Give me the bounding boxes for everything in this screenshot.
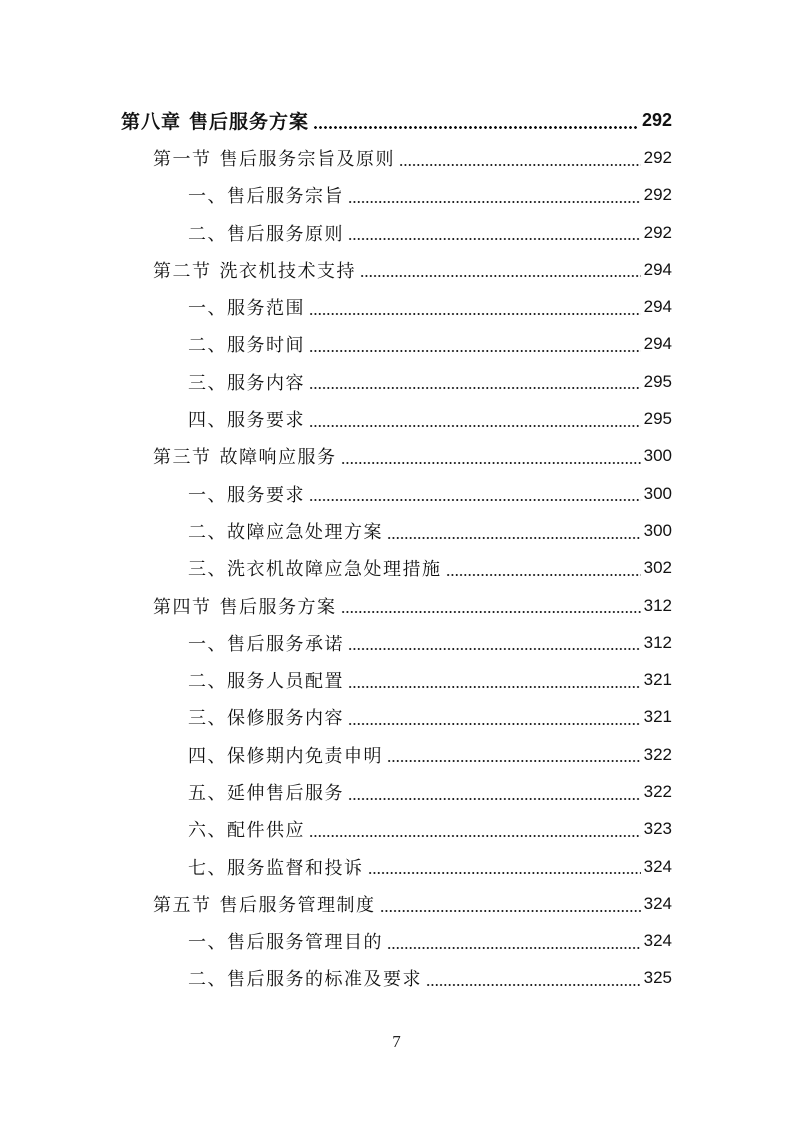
toc-dot-leader — [348, 773, 641, 810]
toc-entry-label: 六、 — [188, 820, 227, 842]
toc-entry-page-number: 300 — [643, 446, 672, 466]
toc-entry-title — [188, 928, 383, 954]
toc-entry-text: 保修服务内容 — [227, 708, 344, 730]
toc-entry-label: 一、 — [188, 484, 227, 506]
toc-entry-title — [153, 443, 337, 469]
toc-entry-page-number: 292 — [643, 222, 672, 242]
toc-subsection-entry[interactable] — [0, 363, 793, 400]
toc-subsection-entry[interactable] — [0, 475, 793, 512]
toc-dot-leader — [341, 587, 641, 624]
toc-entry-title — [188, 555, 442, 581]
toc-subsection-entry[interactable] — [0, 512, 793, 549]
toc-entry-title — [153, 257, 356, 283]
toc-entry-text: 配件供应 — [227, 820, 305, 842]
toc-entry-title — [188, 630, 344, 656]
toc-dot-leader — [309, 475, 641, 512]
toc-entry-page-number: 312 — [643, 595, 672, 615]
toc-entry-title — [188, 965, 422, 991]
toc-entry-label: 五、 — [188, 782, 227, 804]
toc-section-entry[interactable] — [0, 438, 793, 475]
toc-dot-leader — [309, 363, 641, 400]
toc-entry-page-number: 324 — [643, 856, 672, 876]
toc-entry-page-number: 322 — [643, 744, 672, 764]
toc-entry-label: 第二节 — [153, 260, 212, 282]
toc-subsection-entry[interactable] — [0, 736, 793, 773]
toc-dot-leader — [399, 139, 641, 176]
toc-entry-page-number: 294 — [643, 259, 672, 279]
toc-dot-leader — [341, 438, 641, 475]
toc-entry-page-number: 294 — [643, 334, 672, 354]
toc-dot-leader — [380, 885, 641, 922]
toc-entry-label: 第四节 — [153, 596, 212, 618]
toc-dot-leader — [348, 214, 641, 251]
toc-entry-title — [188, 518, 383, 544]
toc-subsection-entry[interactable] — [0, 550, 793, 587]
toc-entry-text: 服务范围 — [227, 298, 305, 320]
toc-subsection-entry[interactable] — [0, 923, 793, 960]
toc-dot-leader — [387, 512, 641, 549]
toc-dot-leader — [360, 251, 641, 288]
toc-entry-text: 保修期内免责申明 — [227, 745, 383, 767]
toc-entry-title — [188, 742, 383, 768]
toc-dot-leader — [387, 923, 641, 960]
toc-entry-label: 第三节 — [153, 447, 212, 469]
toc-entry-page-number: 324 — [643, 931, 672, 951]
toc-entry-label: 第五节 — [153, 894, 212, 916]
toc-entry-title — [188, 704, 344, 730]
toc-entry-title — [121, 107, 309, 134]
toc-entry-label: 一、 — [188, 298, 227, 320]
toc-entry-text: 售后服务管理目的 — [227, 932, 383, 954]
toc-entry-page-number: 292 — [643, 147, 672, 167]
toc-entry-page-number: 300 — [643, 520, 672, 540]
toc-dot-leader — [313, 102, 639, 139]
toc-subsection-entry[interactable] — [0, 400, 793, 437]
toc-entry-page-number: 292 — [641, 110, 672, 131]
toc-entry-title — [153, 145, 395, 171]
toc-dot-leader — [348, 177, 641, 214]
toc-entry-text: 售后服务承诺 — [227, 633, 344, 655]
toc-section-entry[interactable] — [0, 885, 793, 922]
toc-entry-text: 售后服务的标准及要求 — [227, 969, 422, 991]
toc-entry-label: 二、 — [188, 335, 227, 357]
toc-entry-page-number: 302 — [643, 558, 672, 578]
toc-entry-label: 二、 — [188, 671, 227, 693]
toc-entry-label: 四、 — [188, 745, 227, 767]
toc-entry-text: 售后服务管理制度 — [219, 894, 376, 916]
toc-entry-page-number: 325 — [643, 968, 672, 988]
toc-entry-text: 售后服务方案 — [189, 111, 310, 134]
toc-entry-page-number: 300 — [643, 483, 672, 503]
toc-entry-page-number: 292 — [643, 185, 672, 205]
toc-entry-text: 售后服务宗旨 — [227, 186, 344, 208]
toc-entry-text: 服务时间 — [227, 335, 305, 357]
toc-entry-text: 售后服务宗旨及原则 — [219, 148, 395, 170]
toc-entry-title — [188, 854, 364, 880]
toc-subsection-entry[interactable] — [0, 960, 793, 997]
toc-entry-page-number: 321 — [643, 670, 672, 690]
toc-dot-leader — [368, 848, 641, 885]
toc-dot-leader — [348, 699, 641, 736]
toc-entry-text: 售后服务方案 — [219, 596, 337, 618]
toc-entry-page-number: 323 — [643, 819, 672, 839]
toc-entry-label: 三、 — [188, 372, 227, 394]
toc-subsection-entry[interactable] — [0, 177, 793, 214]
toc-entry-title — [188, 331, 305, 357]
toc-entry-title — [188, 182, 344, 208]
toc-entry-text: 服务人员配置 — [227, 671, 344, 693]
toc-entry-label: 三、 — [188, 708, 227, 730]
toc-subsection-entry[interactable] — [0, 288, 793, 325]
toc-entry-page-number: 295 — [643, 371, 672, 391]
toc-entry-label: 三、 — [188, 559, 227, 581]
toc-entry-text: 服务要求 — [227, 410, 305, 432]
toc-section-entry[interactable] — [0, 251, 793, 288]
toc-dot-leader — [387, 736, 641, 773]
toc-entry-title — [153, 593, 337, 619]
toc-entry-title — [188, 294, 305, 320]
toc-dot-leader — [309, 326, 641, 363]
toc-entry-page-number: 312 — [643, 632, 672, 652]
toc-entry-text: 服务要求 — [227, 484, 305, 506]
toc-entry-label: 第一节 — [153, 148, 212, 170]
toc-entry-page-number: 294 — [643, 297, 672, 317]
toc-entry-page-number: 324 — [643, 893, 672, 913]
toc-entry-title — [188, 667, 344, 693]
toc-entry-title — [188, 369, 305, 395]
toc-entry-title — [188, 779, 344, 805]
toc-subsection-entry[interactable] — [0, 624, 793, 661]
toc-entry-label: 一、 — [188, 633, 227, 655]
toc-entry-page-number: 322 — [643, 781, 672, 801]
toc-entry-title — [188, 220, 344, 246]
toc-dot-leader — [309, 288, 641, 325]
toc-entry-label: 二、 — [188, 521, 227, 543]
page-number: 7 — [392, 1032, 401, 1051]
toc-entry-text: 洗衣机技术支持 — [219, 260, 356, 282]
toc-entry-title — [188, 816, 305, 842]
toc-chapter-entry[interactable] — [0, 102, 793, 139]
toc-entry-text: 故障响应服务 — [219, 447, 337, 469]
toc-entry-title — [188, 481, 305, 507]
toc-section-entry[interactable] — [0, 139, 793, 176]
toc-subsection-entry[interactable] — [0, 214, 793, 251]
toc-dot-leader — [309, 400, 641, 437]
toc-entry-label: 二、 — [188, 223, 227, 245]
toc-entry-title — [153, 891, 376, 917]
toc-entry-text: 故障应急处理方案 — [227, 521, 383, 543]
toc-subsection-entry[interactable] — [0, 661, 793, 698]
toc-section-entry[interactable] — [0, 587, 793, 624]
toc-entry-text: 服务内容 — [227, 372, 305, 394]
toc-entry-text: 延伸售后服务 — [227, 782, 344, 804]
toc-entry-text: 洗衣机故障应急处理措施 — [227, 559, 442, 581]
toc-subsection-entry[interactable] — [0, 773, 793, 810]
toc-entry-page-number: 321 — [643, 707, 672, 727]
toc-dot-leader — [446, 550, 641, 587]
toc-subsection-entry[interactable] — [0, 811, 793, 848]
toc-entry-label: 一、 — [188, 932, 227, 954]
toc-entry-text: 售后服务原则 — [227, 223, 344, 245]
toc-entry-label: 二、 — [188, 969, 227, 991]
toc-subsection-entry[interactable] — [0, 326, 793, 363]
toc-entry-label: 一、 — [188, 186, 227, 208]
toc-subsection-entry[interactable] — [0, 848, 793, 885]
toc-entry-page-number: 295 — [643, 409, 672, 429]
table-of-contents — [0, 102, 793, 997]
toc-dot-leader — [309, 811, 641, 848]
toc-dot-leader — [348, 624, 641, 661]
toc-dot-leader — [426, 960, 641, 997]
toc-dot-leader — [348, 661, 641, 698]
toc-entry-text: 服务监督和投诉 — [227, 857, 364, 879]
toc-subsection-entry[interactable] — [0, 699, 793, 736]
toc-entry-label: 七、 — [188, 857, 227, 879]
toc-entry-label: 四、 — [188, 410, 227, 432]
toc-entry-title — [188, 406, 305, 432]
toc-entry-label: 第八章 — [121, 111, 182, 134]
